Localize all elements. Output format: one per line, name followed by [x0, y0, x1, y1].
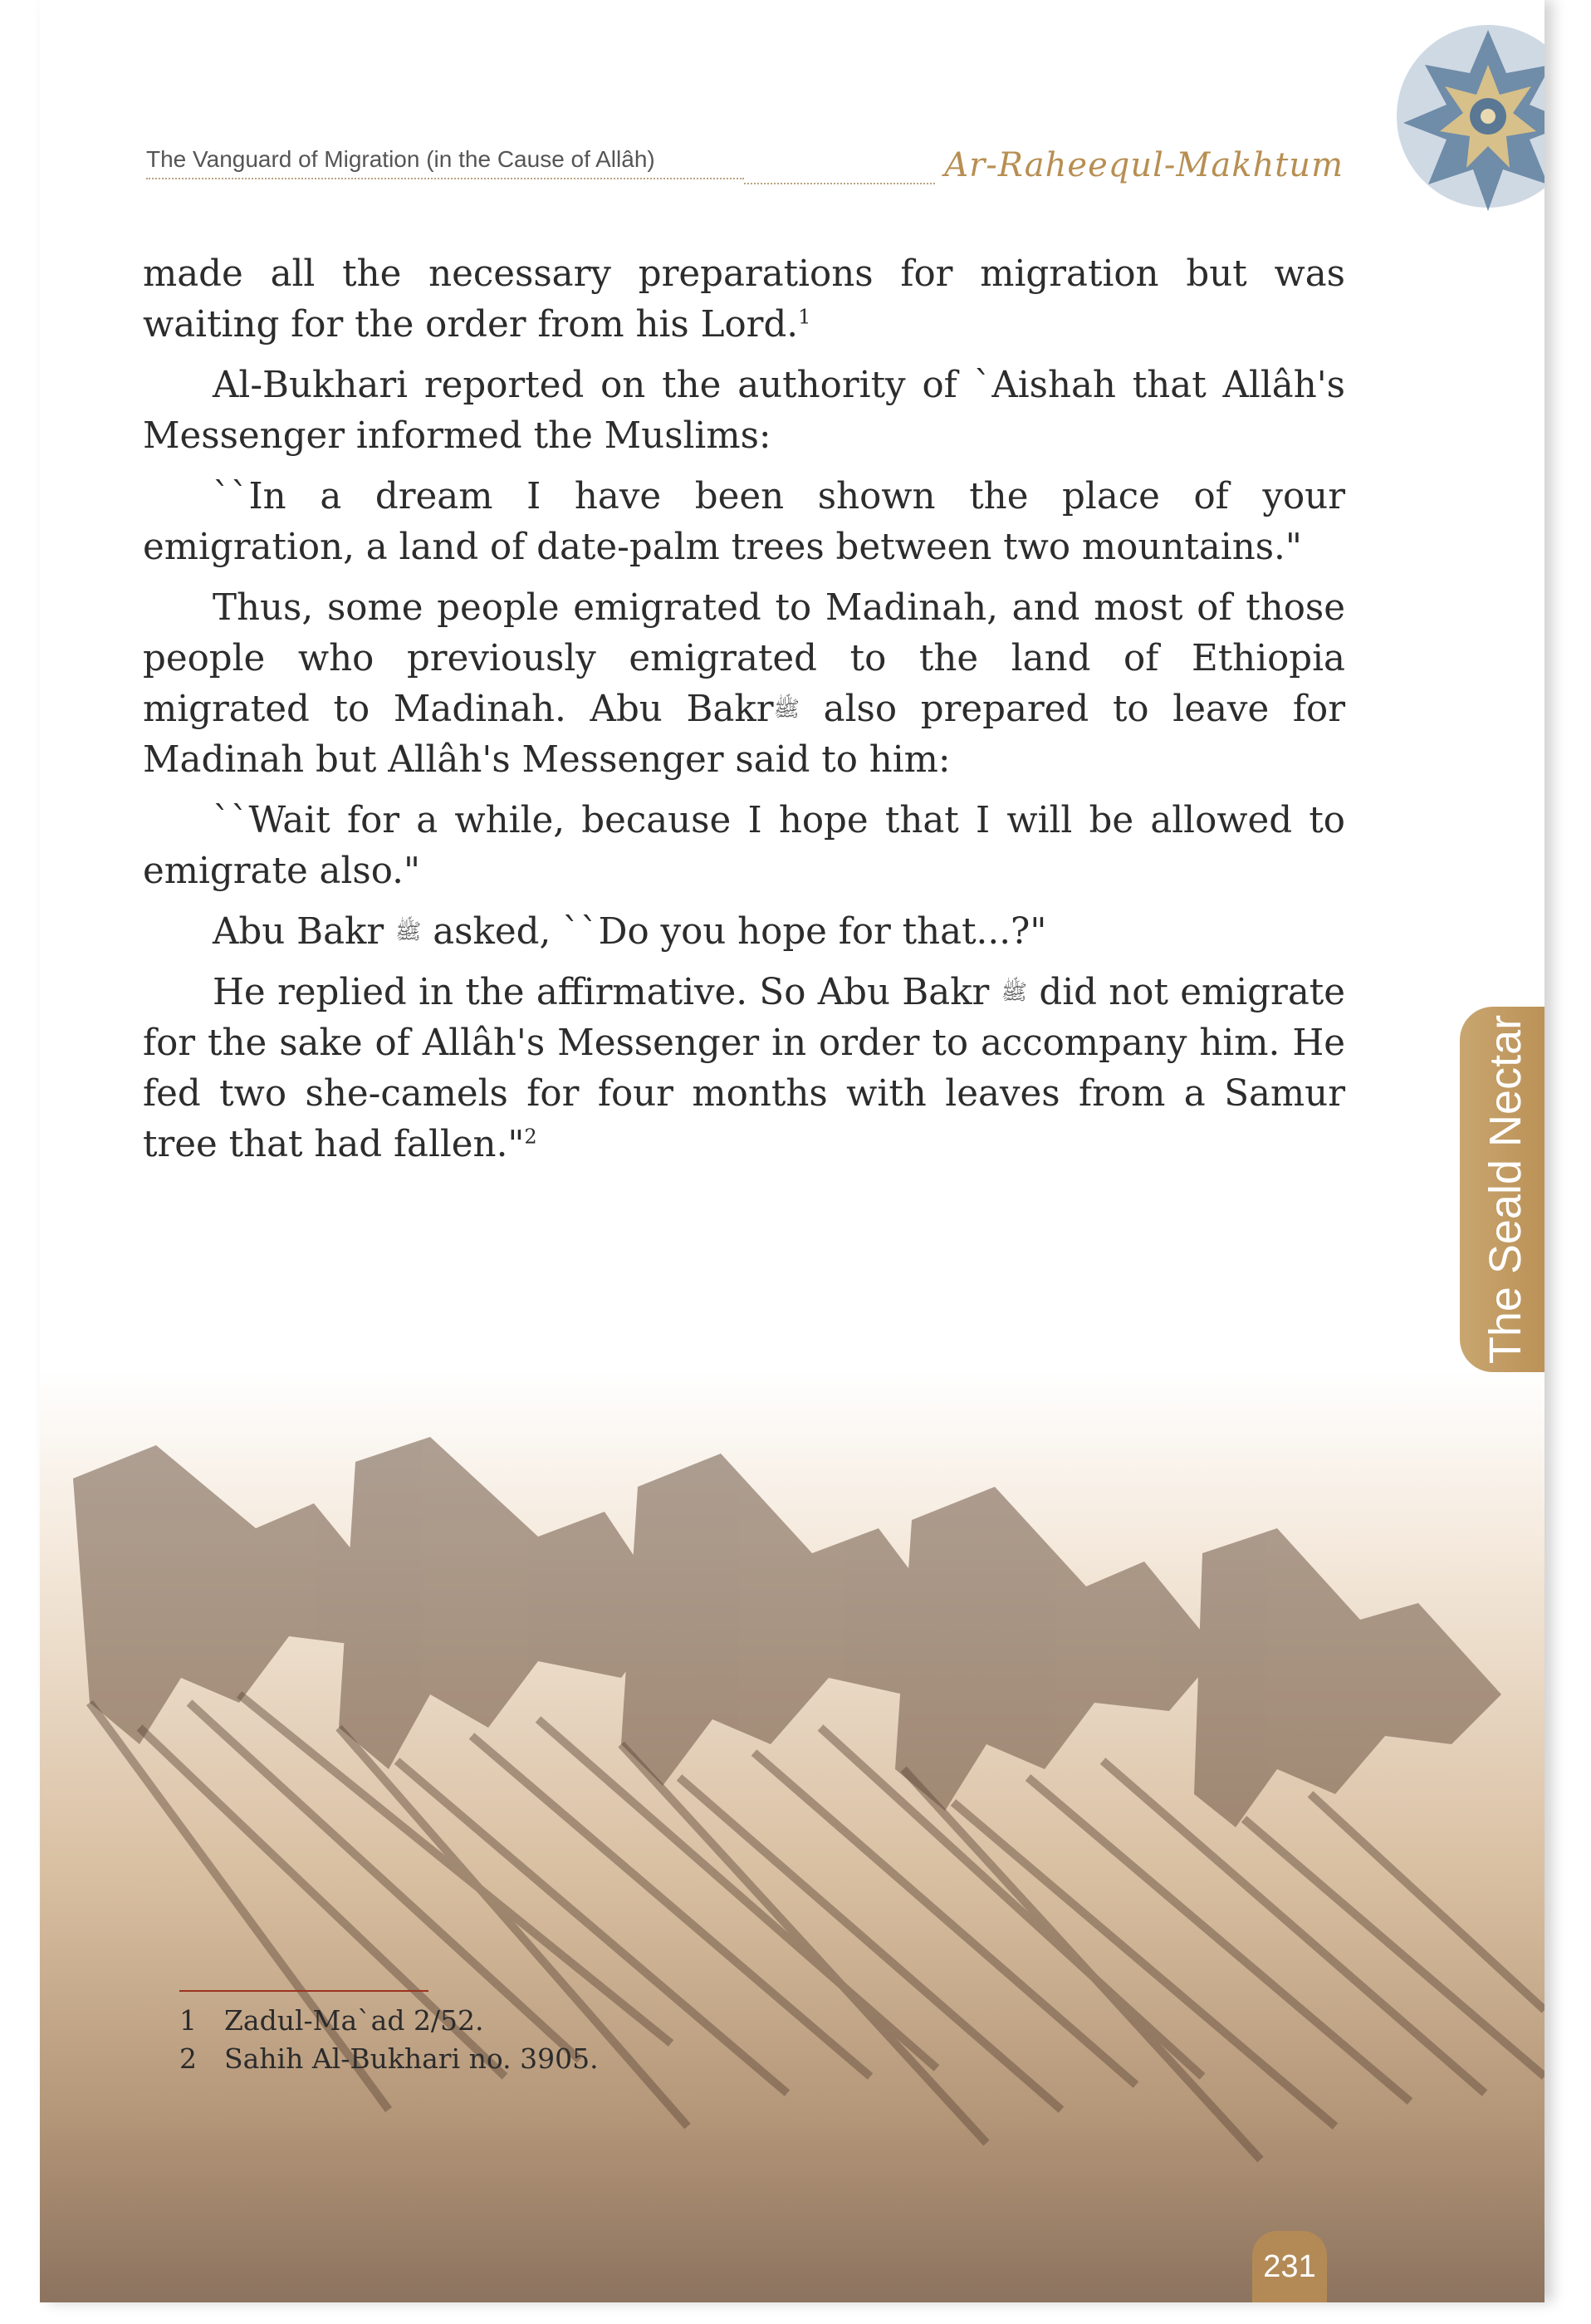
footnote-ref[interactable]: 1 [798, 305, 811, 329]
quote-paragraph: ``In a dream I have been shown the place of your emigration, a land of date-palm trees between two mountains." [143, 476, 1345, 568]
quote-paragraph: ``Wait for a while, because I hope that I will be allowed to emigrate also." [143, 800, 1345, 892]
body-text [143, 249, 1345, 1180]
honorific-icon: ﷺ [773, 697, 800, 722]
camel-shadows-image [40, 1429, 1544, 2302]
chapter-header: The Vanguard of Migration (in the Cause of Allâh) [146, 146, 744, 179]
paragraph: Thus, some people emigrated to Madinah, and most of those people who previously emigrated to the land of Ethiopia migrated to Madinah. Abu Bakrﷺ also prepared to leave for Madinah but Allâh's Messenger said to him: [143, 587, 1345, 781]
side-tab-label: The Seald Nectar [1481, 1014, 1530, 1365]
ornament-icon [1385, 15, 1544, 218]
footnote-divider [179, 1990, 428, 1992]
footnotes [179, 2002, 810, 2078]
paragraph: Al-Bukhari reported on the authority of `Aishah that Allâh's Messenger informed the Muslims: [143, 365, 1345, 457]
book-page [40, 0, 1544, 2302]
footnote: 1 Zadul-Ma`ad 2/52. [179, 2004, 484, 2037]
book-title-script: Ar-Raheequl-Makhtum [944, 146, 1344, 184]
honorific-icon: ﷺ [395, 919, 422, 944]
footnote: 2 Sahih Al-Bukhari no. 3905. [179, 2042, 599, 2075]
side-tab [1460, 1007, 1544, 1372]
footnote-ref[interactable]: 2 [524, 1125, 537, 1149]
honorific-icon: ﷺ [1001, 980, 1028, 1005]
page-number: 231 [1252, 2231, 1327, 2302]
paragraph: made all the necessary preparations for migration but was waiting for the order from his Lord.$^1$ [143, 253, 1345, 346]
paragraph: He replied in the affirmative. So Abu Bakr ﷺ did not emigrate for the sake of Allâh's Messenger in order to accompany him. He fed two she-camels for four months with leaves from a Samur tree that had fallen."$^2$ [143, 972, 1345, 1165]
paragraph: Abu Bakr ﷺ asked, ``Do you hope for that...?" [213, 911, 1047, 953]
